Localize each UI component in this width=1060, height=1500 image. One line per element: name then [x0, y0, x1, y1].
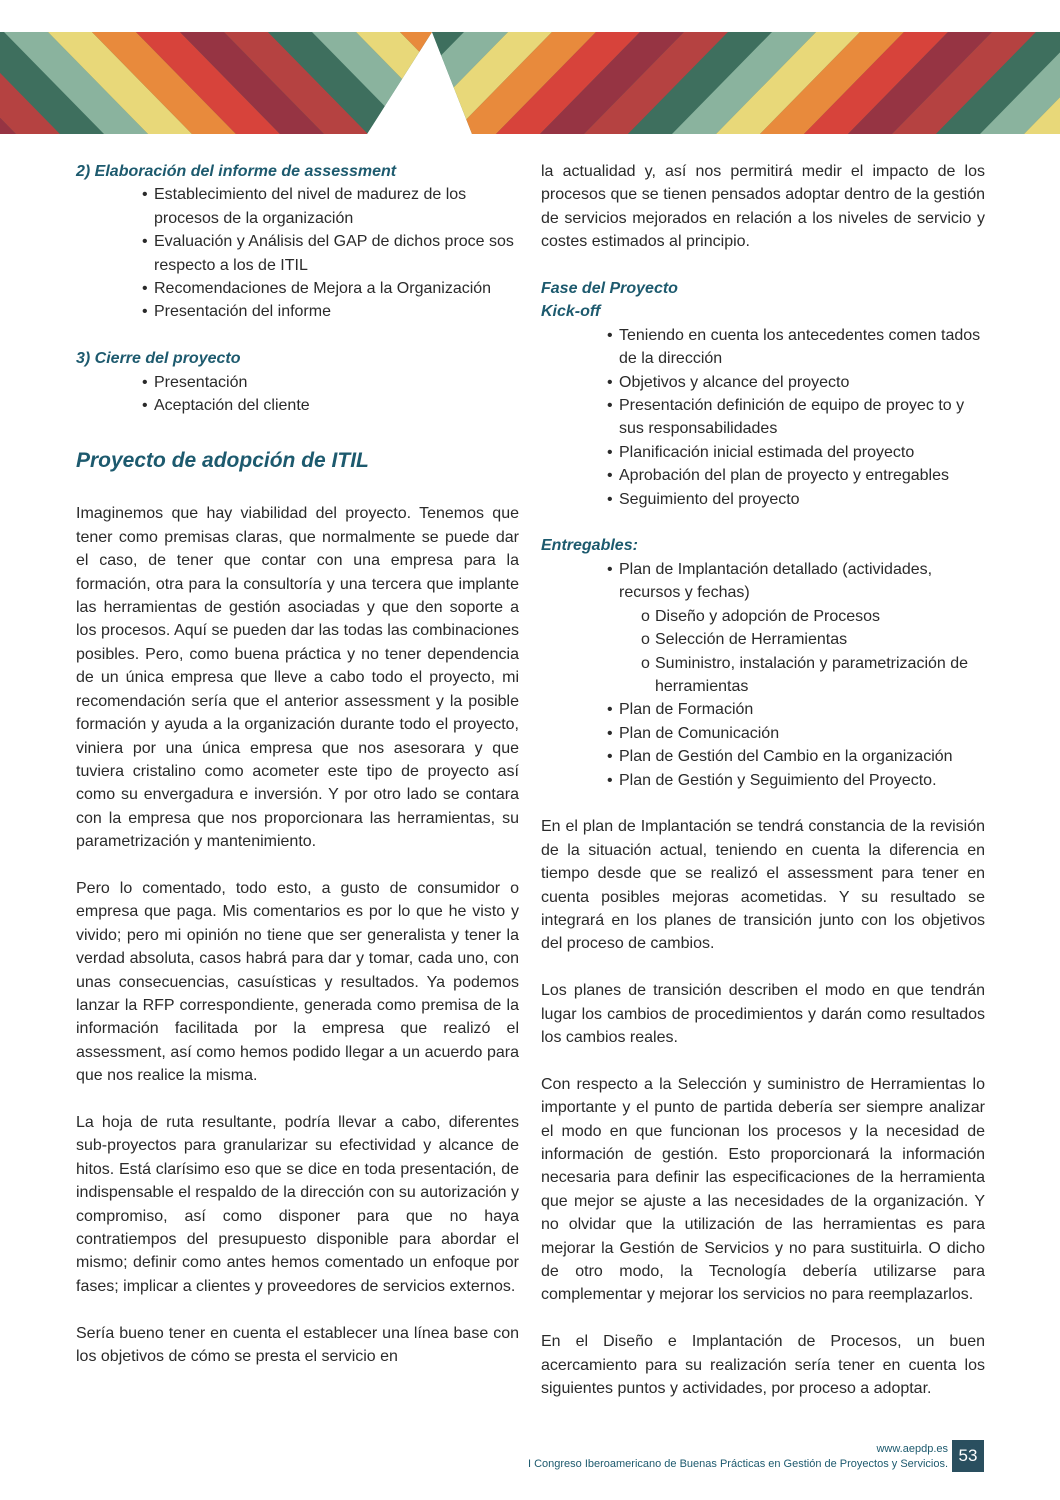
list-item: • Presentación del informe — [154, 300, 519, 323]
kickoff-list — [619, 324, 985, 511]
section-heading-project-closure: 3) Cierre del proyecto — [76, 350, 241, 368]
project-closure-list — [154, 371, 519, 418]
sublist-item: o Selección de Herramientas — [655, 628, 985, 651]
list-item: • Presentación definición de equipo de proyec to y sus responsabilidades — [619, 394, 985, 441]
list-item: • Recomendaciones de Mejora a la Organización — [154, 277, 519, 300]
left-column — [76, 160, 519, 1392]
list-item: • Plan de Formación — [619, 698, 985, 721]
body-paragraph: Pero lo comentado, todo esto, a gusto de consumidor o empresa que paga. Mis comentarios es por lo que he visto y vivido; pero mi opinión no tiene que ser generalista y tener la verdad absoluta, casos habrá para dar y tomar, cada uno, con unas consecuencias, casuísticas y resultados. Ya podemos lanzar la RFP correspondiente, generada como premisa de la información facilitada por la empresa que realizó el assessment, así como hemos podido llegar a un acuerdo para que nos realice la misma. — [76, 879, 519, 1085]
deliverables-heading: Entregables: — [541, 537, 638, 555]
right-column — [541, 160, 985, 1424]
deliverables-list — [619, 558, 985, 792]
page-footer — [528, 1440, 984, 1472]
body-paragraph: La hoja de ruta resultante, podría llevar a cabo, diferentes sub-proyectos para granularizar su efectividad y alcance de hitos. Está clarísimo eso que se dice en toda presentación, de indispensable el respaldo de la dirección con su autorización y compromiso, así como disponer para que no haya contratiempos del presupuesto disponible para abordar el mismo; definir como antes hemos comentado un enfoque por fases; implicar a clientes y proveedores de servicios externos. — [76, 1113, 519, 1295]
deliverables-sublist — [655, 605, 985, 699]
congress-name: I Congreso Iberoamericano de Buenas Prácticas en Gestión de Proyectos y Servicios. — [527, 1458, 948, 1470]
list-item: • Plan de Gestión del Cambio en la organización — [619, 745, 985, 768]
list-item-text: Plan de Implantación detallado (actividades, recursos y fechas) — [619, 560, 933, 602]
list-item: • Aprobación del plan de proyecto y entregables — [619, 464, 985, 487]
body-paragraph: Sería bueno tener en cuenta el establecer una línea base con los objetivos de cómo se presta el servicio en — [76, 1324, 519, 1366]
list-item: • Aceptación del cliente — [154, 394, 519, 417]
page-number: 53 — [952, 1440, 984, 1472]
list-item: • Teniendo en cuenta los antecedentes comen tados de la dirección — [619, 324, 985, 371]
body-paragraph: Imaginemos que hay viabilidad del proyecto. Tenemos que tener como premisas claras, que normalmente se puede dar el caso, de tener que contar con una empresa para la formación, otra para la consultoría y una tercera que implante las herramientas de gestión asociadas y que den soporte a los procesos. Aquí se pueden dar las todas las combinaciones posibles. Pero, como buena práctica y no tener dependencia de un única empresa que lleve a cabo todo el proyecto, mi recomendación sería que el anterior assessment y la posible formación y ayuda a la organización durante todo el proyecto, viniera por una única empresa que nos asesorara y que tuviera cristalino como acometer este tipo de proyecto así como su envergadura e inversión. Y por otro lado se contara con la empresa que nos proporcionara las herramientas, su parametrización y mantenimiento. — [76, 505, 519, 851]
website-link[interactable]: www.aepdp.es — [876, 1443, 948, 1455]
list-item: • Seguimiento del proyecto — [619, 488, 985, 511]
list-item: • Evaluación y Análisis del GAP de dichos proce sos respecto a los de ITIL — [154, 230, 519, 277]
body-paragraph: Con respecto a la Selección y suministro de Herramientas lo importante y el punto de partida debería ser siempre analizar el modo en que funcionan los procesos y la necesidad de información de gestión. Esto proporcionará la información necesaria para definir las especificaciones de la herramienta que mejor se ajuste a las necesidades de la organización. Y no olvidar que la utilización de las herramientas es para mejorar la Gestión de Servicios y no para sustituirla. O dicho de otro modo, la Tecnología debería utilizarse para complementar y mejorar los servicios no para reemplazarlos. — [541, 1075, 985, 1304]
sublist-item: o Diseño y adopción de Procesos — [655, 605, 985, 628]
body-paragraph: la actualidad y, así nos permitirá medir el impacto de los procesos que se tienen pensados adoptar dentro de la gestión de servicios mejorados en relación a los niveles de servicio y costes estimados al principio. — [541, 163, 985, 251]
project-phase-heading: Fase del Proyecto — [541, 280, 678, 298]
section-title: Proyecto de adopción de ITIL — [76, 449, 369, 473]
list-item — [619, 558, 985, 698]
kickoff-heading: Kick-off — [541, 303, 601, 321]
list-item: • Plan de Gestión y Seguimiento del Proyecto. — [619, 769, 985, 792]
list-item: • Objetivos y alcance del proyecto — [619, 371, 985, 394]
list-item: • Establecimiento del nivel de madurez de los procesos de la organización — [154, 183, 519, 230]
body-paragraph: En el plan de Implantación se tendrá constancia de la revisión de la situación actual, teniendo en cuenta la diferencia en tiempo desde que se realizó el assessment para tener en cuenta posibles mejoras acometidas. Y su resultado se integrará en los planes de transición junto con los objetivos del proceso de cambios. — [541, 818, 985, 953]
list-item: • Planificación inicial estimada del proyecto — [619, 441, 985, 464]
list-item: • Presentación — [154, 371, 519, 394]
body-paragraph: En el Diseño e Implantación de Procesos, un buen acercamiento para su realización sería tener en cuenta los siguientes puntos y actividades, por proceso a adoptar. — [541, 1333, 985, 1398]
sublist-item: o Suministro, instalación y parametrización de herramientas — [655, 652, 985, 699]
section-heading-assessment-report: 2) Elaboración del informe de assessment — [76, 163, 397, 180]
body-paragraph: Los planes de transición describen el modo en que tendrán lugar los cambios de procedimientos y darán como resultados los cambios reales. — [541, 982, 985, 1046]
decorative-banner — [0, 32, 1060, 134]
assessment-report-list — [154, 183, 519, 323]
list-item: • Plan de Comunicación — [619, 722, 985, 745]
